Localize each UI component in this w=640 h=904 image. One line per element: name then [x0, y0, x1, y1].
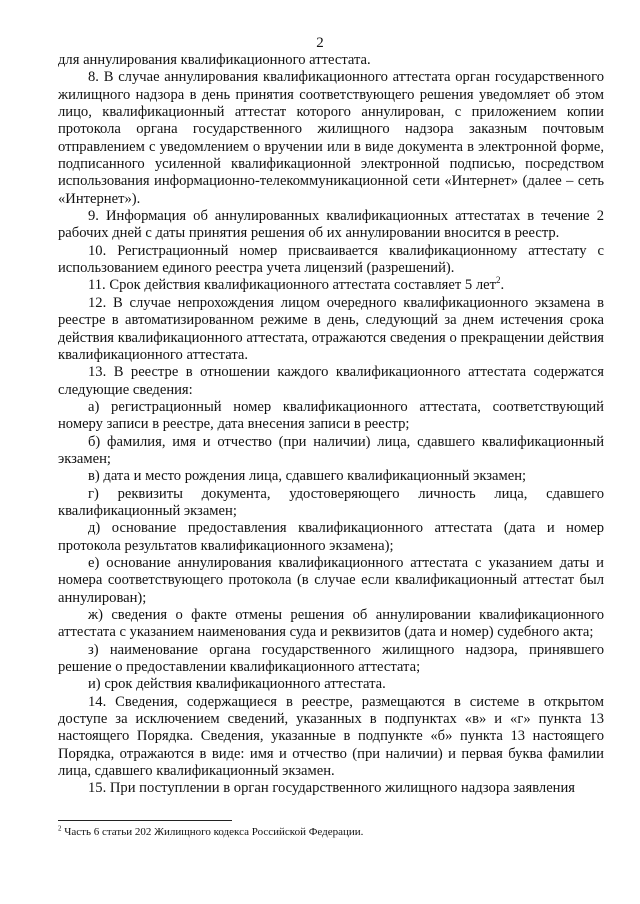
paragraph-item-9: 9. Информация об аннулированных квалификационных аттестатах в течение 2 рабочих дней с даты принятия решения об их аннулировании вносится в реестр.: [58, 208, 604, 242]
subitem-b: б) фамилия, имя и отчество (при наличии) лица, сдавшего квалификационный экзамен;: [58, 433, 604, 467]
subitem-i: и) срок действия квалификационного аттестата.: [88, 676, 386, 693]
subitem-v: в) дата и место рождения лица, сдавшего квалификационный экзамен;: [88, 468, 527, 485]
page-number: 2: [316, 35, 324, 51]
paragraph-item-13: 13. В реестре в отношении каждого квалификационного аттестата содержатся следующие сведения:: [58, 364, 604, 398]
paragraph-item-12: 12. В случае непрохождения лицом очередного квалификационного экзамена в реестре в автоматизированном режиме в день, следующий за днем истечения срока действия квалификационного аттестата, отражаются сведения о прекращении действия квалификационного аттестата.: [58, 294, 604, 363]
paragraph-item-11: [58, 277, 604, 294]
paragraph: для аннулирования квалификационного аттестата.: [58, 52, 371, 68]
paragraph-tail: .: [500, 277, 505, 294]
paragraph-item-10: 10. Регистрационный номер присваивается квалификационному аттестату с использованием единого реестра учета лицензий (разрешений).: [58, 242, 604, 277]
paragraph-text: 11. Срок действия квалификационного аттестата составляет 5 лет: [88, 277, 496, 294]
footnote-text: Часть 6 статьи 202 Жилищного кодекса Российской Федерации.: [64, 826, 364, 838]
footnote-marker: 2: [58, 824, 62, 833]
paragraph-item-14: 14. Сведения, содержащиеся в реестре, размещаются в системе в открытом доступе за исключением сведений, указанных в подпунктах «в» и «г» пункта 13 настоящего Порядка. Сведения, указанные в подпункте «б» пункта 13 настоящего Порядка, отражаются в виде: имя и отчество (при наличии) и первая буква фамилии лица, сдавшего квалификационный экзамен.: [58, 693, 604, 780]
body-text: [58, 52, 604, 798]
subitem-e: е) основание аннулирования квалификационного аттестата с указанием даты и номера соответствующего протокола (в случае если квалификационный аттестат был аннулирован);: [58, 554, 604, 606]
subitem-zh: ж) сведения о факте отмены решения об аннулировании квалификационного аттестата с указанием наименования суда и реквизитов (дата и номер) судебного акта;: [58, 607, 604, 641]
footnote-divider: [58, 820, 232, 821]
subitem-z: з) наименование органа государственного жилищного надзора, принявшего решение о предоставлении квалификационного аттестата;: [58, 641, 604, 676]
paragraph-item-15: 15. При поступлении в орган государственного жилищного надзора заявления: [88, 780, 576, 797]
subitem-d: д) основание предоставления квалификационного аттестата (дата и номер протокола результатов квалификационного экзамена);: [58, 520, 604, 554]
footnote-reference: 2: [495, 275, 501, 286]
footnote: [58, 826, 604, 839]
subitem-a: а) регистрационный номер квалификационного аттестата, соответствующий номеру записи в реестре, дата внесения записи в реестр;: [58, 398, 604, 433]
paragraph-item-8: 8. В случае аннулирования квалификационного аттестата орган государственного жилищного надзора в день принятия соответствующего решения уведомляет об этом лицо, квалификационный аттестат которого аннулирован, с приложением копии протокола органа государственного жилищного надзора заказным почтовым отправлением с уведомлением о вручении или в виде документа в электронной форме, подписанного усиленной квалификационной электронной подписью, посредством использования информационно-телекоммуникационной сети «Интернет» (далее – сеть «Интернет»).: [58, 69, 604, 207]
subitem-g: г) реквизиты документа, удостоверяющего личность лица, сдавшего квалификационный экзамен;: [58, 485, 604, 519]
